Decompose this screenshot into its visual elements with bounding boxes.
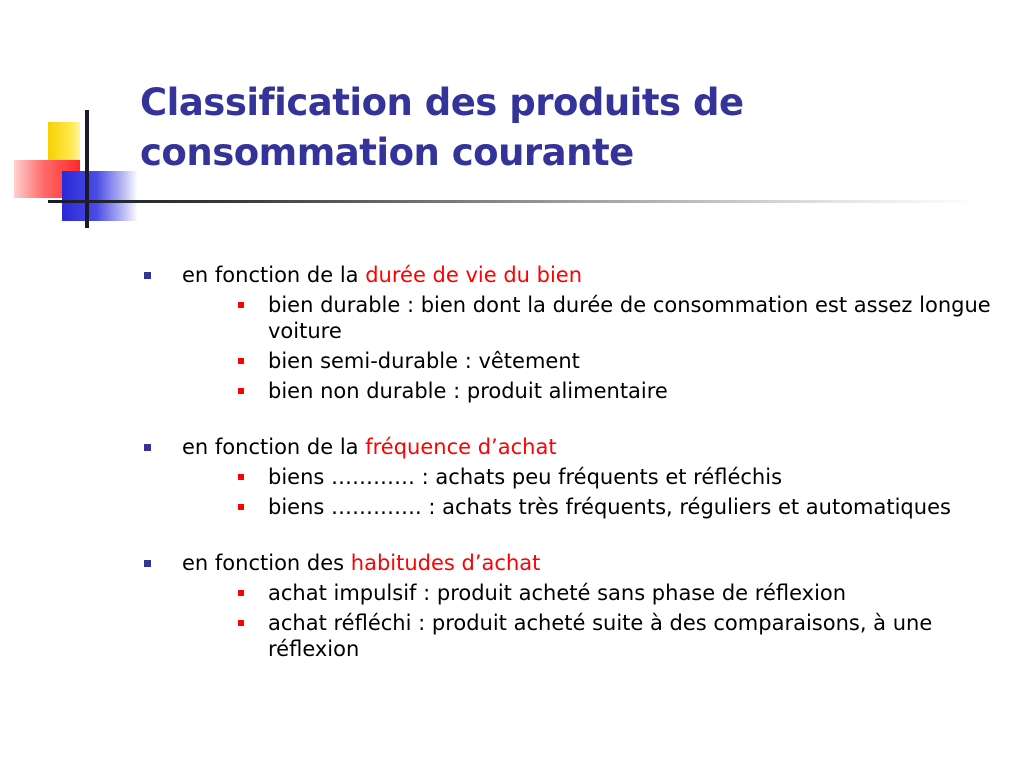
list-item [224, 464, 1010, 490]
vertical-rule [85, 110, 89, 228]
list-item [224, 378, 1010, 404]
list-item-text: bien semi-durable : vêtement [268, 349, 580, 373]
square-bullet-icon [238, 590, 244, 596]
section-heading [182, 262, 1010, 288]
list-item [224, 348, 1010, 374]
section-heading [182, 550, 1010, 576]
list-item [224, 494, 1010, 520]
list-item-text: biens …………. : achats très fréquents, réguliers et automatiques [268, 495, 951, 519]
list-item [224, 610, 1010, 662]
bullet-list [140, 262, 1010, 662]
list-item-text: biens ………… : achats peu fréquents et réfléchis [268, 465, 783, 489]
slide-title-line-2: consommation courante [140, 131, 634, 174]
section-heading [182, 434, 1010, 460]
section-lead-text: en fonction des [182, 551, 351, 575]
section-lead-text: en fonction de la [182, 263, 366, 287]
square-bullet-icon [238, 358, 244, 364]
list-item-text: bien non durable : produit alimentaire [268, 379, 668, 403]
square-bullet-icon [238, 620, 244, 626]
sub-list [182, 580, 1010, 662]
list-item-text: achat réfléchi : produit acheté suite à des comparaisons, à une réflexion [268, 611, 933, 661]
list-item [224, 580, 1010, 606]
square-bullet-icon [144, 444, 151, 451]
section-highlight-text: habitudes d’achat [350, 551, 541, 575]
slide-title-line-1: Classification des produits de [140, 81, 744, 124]
section-frequence-achat [140, 434, 1010, 520]
square-bullet-icon [144, 560, 151, 567]
slide-content [140, 262, 1010, 662]
square-bullet-icon [238, 474, 244, 480]
list-item-text: achat impulsif : produit acheté sans phase de réflexion [268, 581, 847, 605]
section-habitudes-achat [140, 550, 1010, 662]
sub-list [182, 292, 1010, 404]
list-item-text: bien durable : bien dont la durée de consommation est assez longue voiture [268, 293, 991, 343]
slide-title [140, 78, 1000, 178]
title-underline-rule [48, 200, 980, 203]
section-lead-text: en fonction de la [182, 435, 366, 459]
square-bullet-icon [144, 272, 151, 279]
blue-square-shape [62, 171, 138, 221]
square-bullet-icon [238, 388, 244, 394]
square-bullet-icon [238, 302, 244, 308]
sub-list [182, 464, 1010, 520]
list-item [224, 292, 1010, 344]
square-bullet-icon [238, 504, 244, 510]
section-highlight-text: durée de vie du bien [365, 263, 583, 287]
section-highlight-text: fréquence d’achat [365, 435, 557, 459]
section-duree-de-vie [140, 262, 1010, 404]
